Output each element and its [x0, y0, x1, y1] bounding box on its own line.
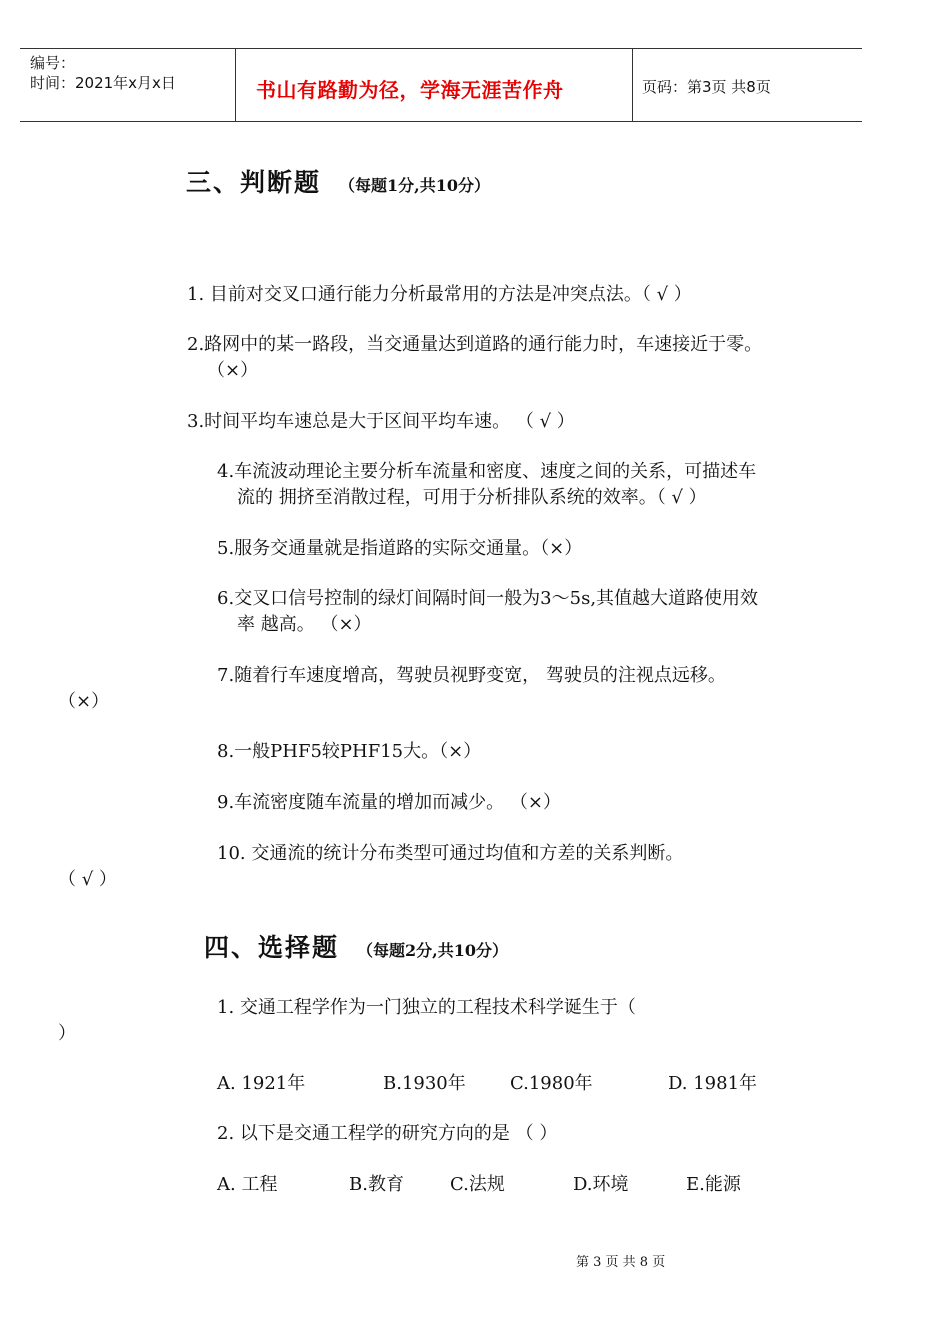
judge-item-2-answer: （×）	[207, 360, 259, 381]
section3-title: 三、判断题	[186, 168, 322, 197]
section3-heading	[186, 163, 490, 199]
section4-heading	[204, 928, 508, 964]
judge-item-5: 5.服务交通量就是指道路的实际交通量。（×）	[217, 538, 583, 559]
header-top-rule	[20, 48, 862, 49]
choice-q1-option-a: A. 1921年	[217, 1073, 306, 1094]
choice-q1-option-c: C.1980年	[510, 1073, 593, 1094]
judge-item-7-answer: （×）	[58, 691, 110, 712]
page-code: 页码：第3页 共8页	[642, 78, 771, 96]
judge-item-10: 10. 交通流的统计分布类型可通过均值和方差的关系判断。	[217, 843, 684, 864]
choice-q2-option-d: D.环境	[573, 1174, 629, 1195]
section3-note: （每题1分,共10分）	[339, 176, 490, 195]
choice-q2-option-b: B.教育	[349, 1174, 404, 1195]
choice-q2-option-c: C.法规	[450, 1174, 505, 1195]
choice-q2: 2. 以下是交通工程学的研究方向的是 （ ）	[217, 1123, 558, 1144]
motto: 书山有路勤为径，学海无涯苦作舟	[256, 78, 564, 102]
footer-page-number: 第 3 页 共 8 页	[576, 1255, 666, 1270]
choice-q2-option-a: A. 工程	[217, 1174, 278, 1195]
judge-item-6: 6.交叉口信号控制的绿灯间隔时间一般为3～5s,其值越大道路使用效	[217, 588, 759, 609]
section4-note: （每题2分,共10分）	[357, 941, 508, 960]
section4-title: 四、选择题	[204, 933, 340, 962]
judge-item-10-answer: （ √ ）	[58, 869, 117, 890]
judge-item-3: 3.时间平均车速总是大于区间平均车速。 （ √ ）	[187, 411, 575, 432]
judge-item-7: 7.随着行车速度增高，驾驶员视野变宽， 驾驶员的注视点远移。	[217, 665, 726, 686]
judge-item-4: 4.车流波动理论主要分析车流量和密度、速度之间的关系，可描述车	[217, 461, 757, 482]
judge-item-4-cont: 流的 拥挤至消散过程，可用于分析排队系统的效率。（ √ ）	[237, 487, 707, 508]
header-bottom-rule	[20, 121, 862, 122]
judge-item-2: 2.路网中的某一路段，当交通量达到道路的通行能力时，车速接近于零。	[187, 334, 763, 355]
judge-item-8: 8.一般PHF5较PHF15大。（×）	[217, 741, 482, 762]
judge-item-1: 1. 目前对交叉口通行能力分析最常用的方法是冲突点法。（ √ ）	[187, 284, 692, 305]
choice-q1-cont: ）	[58, 1023, 76, 1044]
time-label: 时间：2021年x月x日	[30, 74, 176, 92]
judge-item-6-cont: 率 越高。 （×）	[237, 614, 372, 635]
judge-item-9: 9.车流密度随车流量的增加而减少。 （×）	[217, 792, 561, 813]
choice-q1: 1. 交通工程学作为一门独立的工程技术科学诞生于（	[217, 997, 636, 1018]
serial-label: 编号：	[30, 54, 76, 72]
header-divider-left	[235, 48, 236, 121]
choice-q2-option-e: E.能源	[686, 1174, 741, 1195]
header-divider-right	[632, 48, 633, 121]
choice-q1-option-b: B.1930年	[383, 1073, 466, 1094]
choice-q1-option-d: D. 1981年	[668, 1073, 758, 1094]
